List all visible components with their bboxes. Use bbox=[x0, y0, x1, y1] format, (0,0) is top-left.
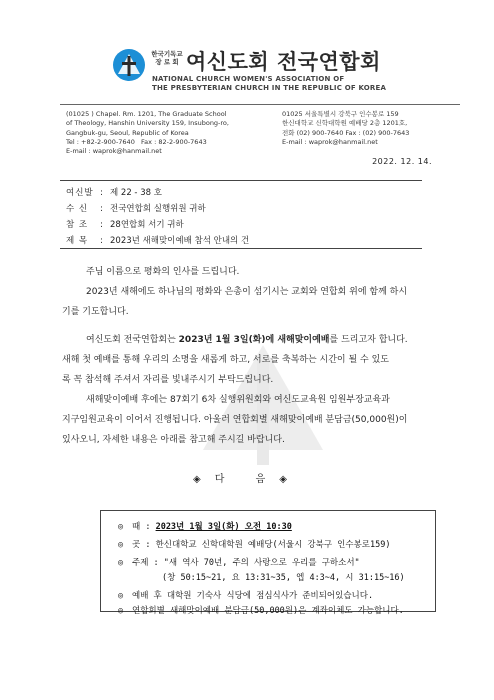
section-heading-daeum bbox=[0, 470, 494, 485]
meta-row-subject: 제 목 : 2023년 새해맞이예배 참석 안내의 건 bbox=[66, 236, 250, 246]
paragraph-followup bbox=[62, 390, 432, 450]
detail-place-text: 곳 : 한신대학교 신학대학원 예배당(서울시 강북구 인수봉로159) bbox=[132, 540, 391, 550]
paragraph-event bbox=[62, 330, 432, 390]
address-english: (01025 ) Chapel. Rm. 1201, The Graduate School of Theology, Hanshin University 159, Insubong-ro, Gangbuk-gu, Seoul, Republic of Korea Tel : +82-2-900-7640 Fax : 82-2-900-7643 E-mail : waprok@hanmail.net bbox=[66, 110, 229, 156]
circle-bullet-icon: ◎ bbox=[118, 558, 124, 568]
church-name-small-line2: 장 로 회 bbox=[155, 58, 179, 66]
paragraph-greeting bbox=[62, 262, 432, 322]
org-name-english-line1: NATIONAL CHURCH WOMEN'S ASSOCIATION OF bbox=[152, 75, 345, 83]
detail-lunch bbox=[118, 589, 373, 601]
detail-theme-reference: (창 50:15~21, 요 13:31~35, 엡 4:3~4, 시 31:15~16) bbox=[162, 573, 405, 583]
circle-bullet-icon: ◎ bbox=[118, 606, 124, 616]
detail-time bbox=[118, 520, 292, 532]
event-line3: 록 꼭 참석해 주셔서 자리를 빛내주시기 부탁드립니다. bbox=[62, 375, 274, 385]
pct-cross-logo-icon bbox=[112, 48, 146, 82]
event-date-highlight: 2023년 1월 3일(화)에 새해맞이예배 bbox=[178, 335, 330, 345]
meta-value: 28연합회 서기 귀하 bbox=[110, 220, 184, 230]
event-line1-pre: 여신도회 전국연합회는 bbox=[86, 335, 179, 345]
detail-theme bbox=[118, 556, 360, 568]
meta-label: 여신발 bbox=[66, 188, 94, 198]
church-name-small-line1: 한국기독교 bbox=[151, 50, 183, 58]
diamond-bullet-icon: ◈ bbox=[279, 474, 301, 485]
detail-time-label: 때 : bbox=[132, 522, 156, 532]
detail-theme-text: 주제 : "새 역사 70년, 주의 사랑으로 우리를 구하소서" bbox=[132, 558, 360, 568]
meta-row-reference: 참 조 : 28연합회 서기 귀하 bbox=[66, 220, 184, 230]
event-line2: 새해 첫 예배를 통해 우리의 소명을 새롭게 하고, 서로를 축복하는 시간이 될 수 있도 bbox=[62, 355, 389, 365]
circle-bullet-icon: ◎ bbox=[118, 540, 124, 550]
greeting-line2: 2023년 새해에도 하나님의 평화와 은총이 섬기시는 교회와 연합회 위에 함께 하시 bbox=[86, 287, 408, 297]
greeting-line1: 주님 이름으로 평화의 인사를 드립니다. bbox=[86, 267, 240, 277]
org-name-korean: 여신도회 전국연합회 bbox=[186, 50, 381, 74]
followup-line3: 있사오니, 자세한 내용은 아래를 참고해 주시길 바랍니다. bbox=[62, 435, 285, 445]
meta-bottom-divider bbox=[60, 248, 422, 249]
church-name-small bbox=[150, 50, 184, 66]
daeum-text: 다 음 bbox=[214, 474, 280, 485]
meta-row-doc-number: 여신발 : 제 22 - 38 호 bbox=[66, 188, 162, 198]
meta-value: 전국연합회 실행위원 귀하 bbox=[110, 204, 206, 214]
event-line1-post: 를 드리고자 합니다. bbox=[329, 335, 408, 345]
meta-label: 제 목 bbox=[66, 236, 89, 246]
document-date: 2022. 12. 14. bbox=[372, 157, 432, 166]
diamond-bullet-icon: ◈ bbox=[193, 474, 215, 485]
detail-place bbox=[118, 538, 390, 550]
meta-top-divider bbox=[60, 180, 422, 181]
address-korean: 01025 서울특별시 강북구 인수봉로 159 한신대학교 신학대학원 예배당 2층 1201호, 전화 (02) 900-7640 Fax : (02) 900-7643 E-mail : waprok@hanmail.net bbox=[282, 110, 410, 146]
detail-fee bbox=[118, 604, 404, 616]
meta-value: 2023년 새해맞이예배 참석 안내의 건 bbox=[110, 236, 250, 246]
detail-time-value: 2023년 1월 3일(화) 오전 10:30 bbox=[155, 522, 292, 532]
greeting-line3: 기를 기도합니다. bbox=[62, 307, 129, 317]
followup-line1: 새해맞이예배 후에는 87회기 6차 실행위원회와 여신도교육원 임원부장교육과 bbox=[86, 395, 390, 405]
circle-bullet-icon: ◎ bbox=[118, 591, 124, 601]
circle-bullet-icon: ◎ bbox=[118, 522, 124, 532]
header-divider bbox=[60, 104, 460, 105]
followup-line2: 지구임원교육이 이어서 진행됩니다. 아울러 연합회별 새해맞이예배 분담금(50,000원)이 bbox=[62, 415, 408, 425]
meta-row-recipient: 수 신 : 전국연합회 실행위원 귀하 bbox=[66, 204, 206, 214]
meta-label: 수 신 bbox=[66, 204, 89, 214]
detail-lunch-text: 예배 후 대학원 기숙사 식당에 점심식사가 준비되어있습니다. bbox=[132, 591, 374, 601]
org-name-english-line2: THE PRESBYTERIAN CHURCH IN THE REPUBLIC OF KOREA bbox=[152, 84, 387, 92]
meta-value: 제 22 - 38 호 bbox=[110, 188, 162, 198]
detail-fee-text: 연합회별 새해맞이예배 분담금(50,000원)은 계좌이체도 가능합니다. bbox=[132, 606, 404, 616]
meta-label: 참 조 bbox=[66, 220, 89, 230]
